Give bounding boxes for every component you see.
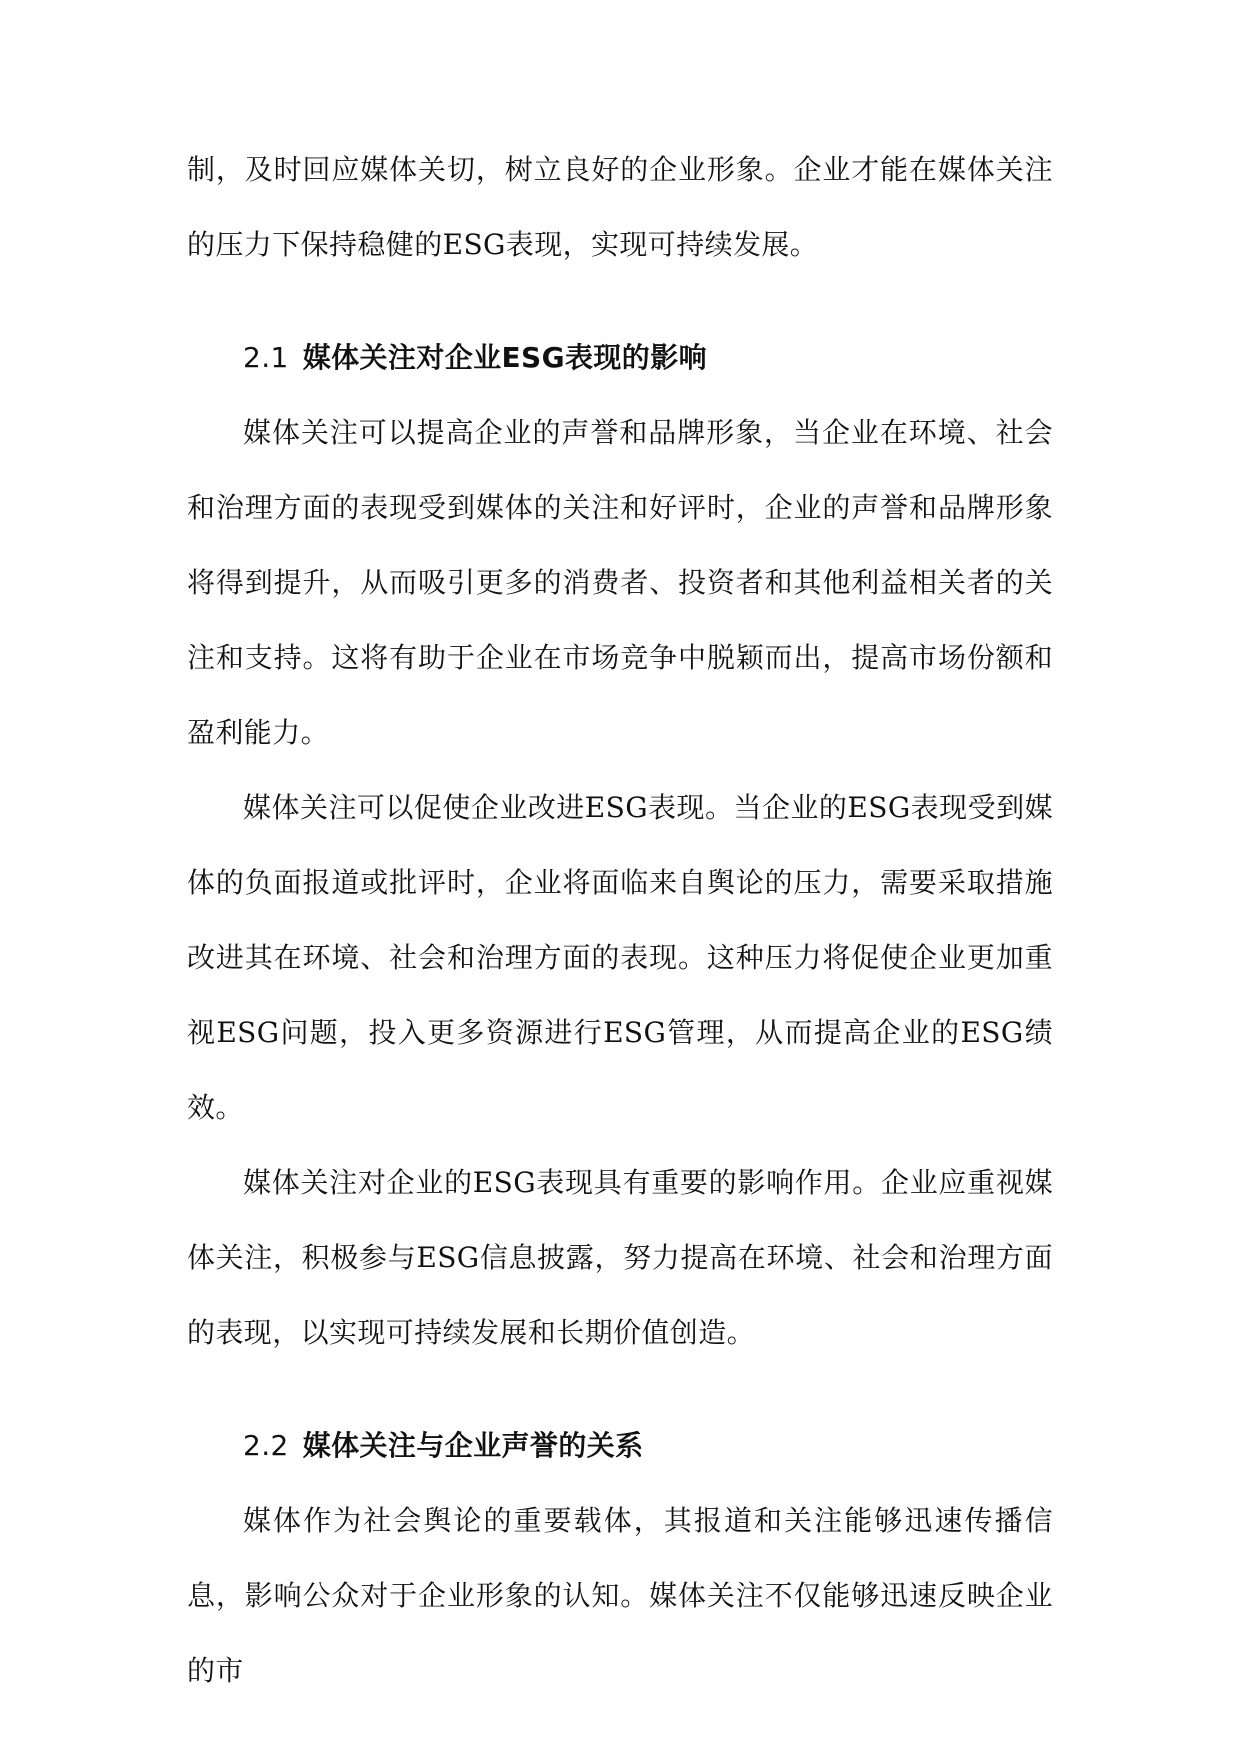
paragraph: 媒体关注对企业的ESG表现具有重要的影响作用。企业应重视媒体关注，积极参与ESG信息披露，努力提高在环境、社会和治理方面的表现，以实现可持续发展和长期价值创造。 (187, 1166, 1053, 1349)
section-heading-2-1 (187, 320, 1053, 395)
section-title: 媒体关注对企业ESG表现的影响 (302, 341, 708, 374)
document-body (187, 132, 1053, 1708)
continued-paragraph: 制，及时回应媒体关切，树立良好的企业形象。企业才能在媒体关注的压力下保持稳健的ESG表现，实现可持续发展。 (187, 153, 1053, 261)
paragraph: 媒体关注可以提高企业的声誉和品牌形象，当企业在环境、社会和治理方面的表现受到媒体的关注和好评时，企业的声誉和品牌形象将得到提升，从而吸引更多的消费者、投资者和其他利益相关者的关注和支持。这将有助于企业在市场竞争中脱颖而出，提高市场份额和盈利能力。 (187, 416, 1053, 749)
paragraph: 媒体作为社会舆论的重要载体，其报道和关注能够迅速传播信息，影响公众对于企业形象的认知。媒体关注不仅能够迅速反映企业的市 (187, 1504, 1053, 1687)
section-number: 2.2 (243, 1429, 289, 1462)
section-title: 媒体关注与企业声誉的关系 (302, 1429, 644, 1462)
section-heading-2-2 (187, 1408, 1053, 1483)
section-number: 2.1 (243, 341, 289, 374)
paragraph: 媒体关注可以促使企业改进ESG表现。当企业的ESG表现受到媒体的负面报道或批评时，企业将面临来自舆论的压力，需要采取措施改进其在环境、社会和治理方面的表现。这种压力将促使企业更加重视ESG问题，投入更多资源进行ESG管理，从而提高企业的ESG绩效。 (187, 791, 1053, 1124)
